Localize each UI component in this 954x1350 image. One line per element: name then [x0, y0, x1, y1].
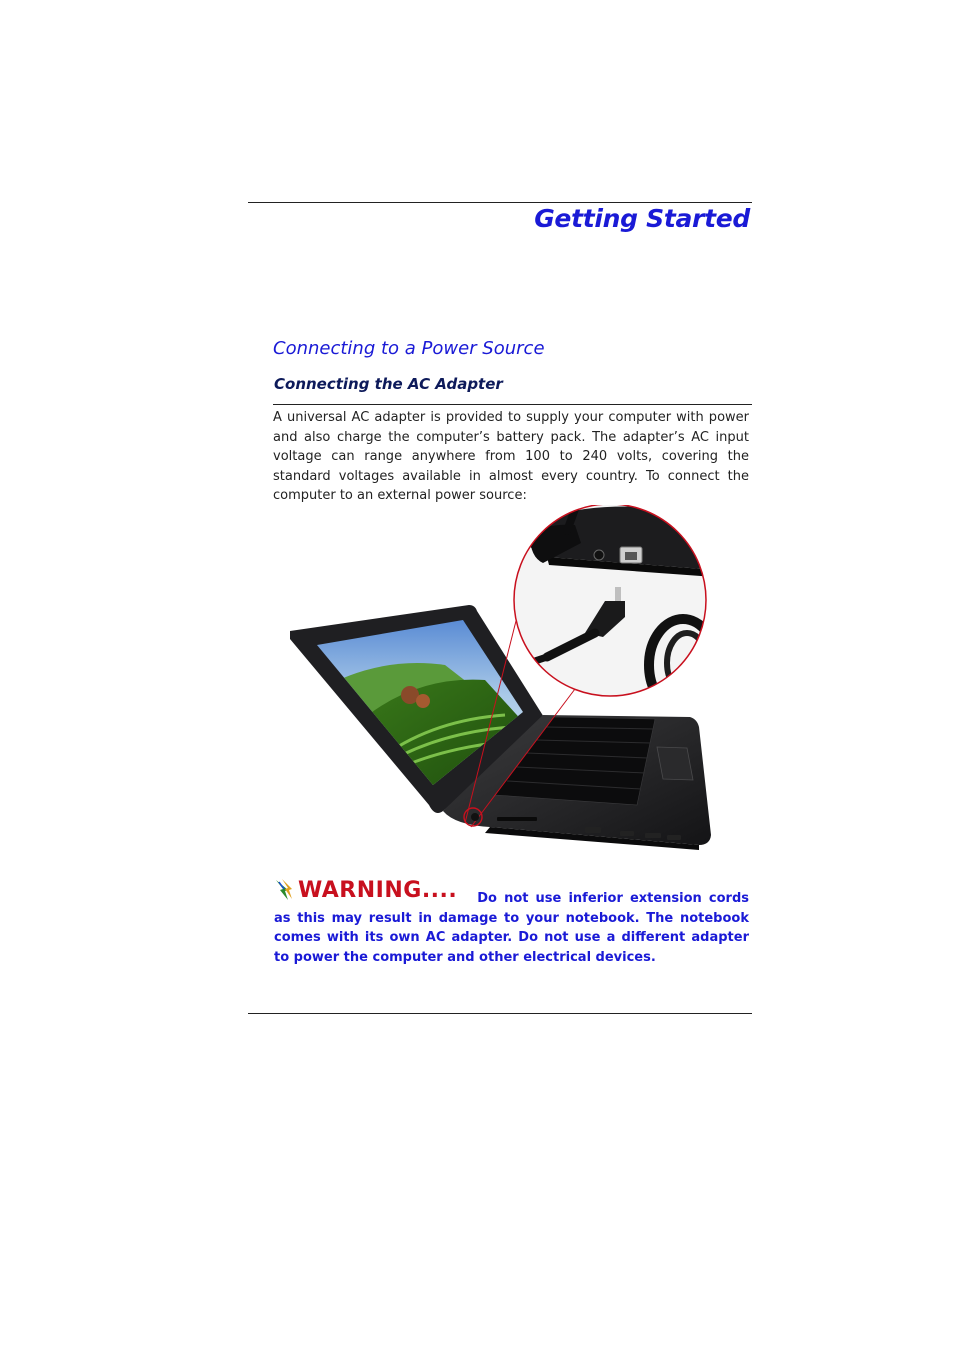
- adapter-closeup: [510, 505, 715, 711]
- footer-rule: [248, 1013, 752, 1014]
- section-title: Connecting to a Power Source: [273, 338, 545, 359]
- subsection-title: Connecting the AC Adapter: [274, 375, 503, 393]
- warning-note: [274, 878, 749, 967]
- warning-text: Do not use inferior extension cords as this may result in damage to your notebook. The notebook comes with its own AC adapter. Do not use a different adapter to power the computer and other electrical devices.: [274, 891, 749, 965]
- subsection-rule: [273, 404, 752, 405]
- warning-badge: [274, 878, 457, 902]
- warning-label: WARNING....: [298, 878, 458, 903]
- lightning-icon: [274, 878, 298, 902]
- touchpad: [657, 747, 693, 780]
- chapter-title: Getting Started: [534, 204, 750, 233]
- header-rule: [248, 202, 752, 203]
- body-paragraph: A universal AC adapter is provided to supply your computer with power and also charge the computer’s battery pack. The adapter’s AC input voltage can range anywhere from 100 to 240 volts, covering the standard voltages available in almost every country. To connect the computer to an external power source:: [273, 410, 749, 504]
- laptop-ac-adapter-figure: [285, 505, 715, 850]
